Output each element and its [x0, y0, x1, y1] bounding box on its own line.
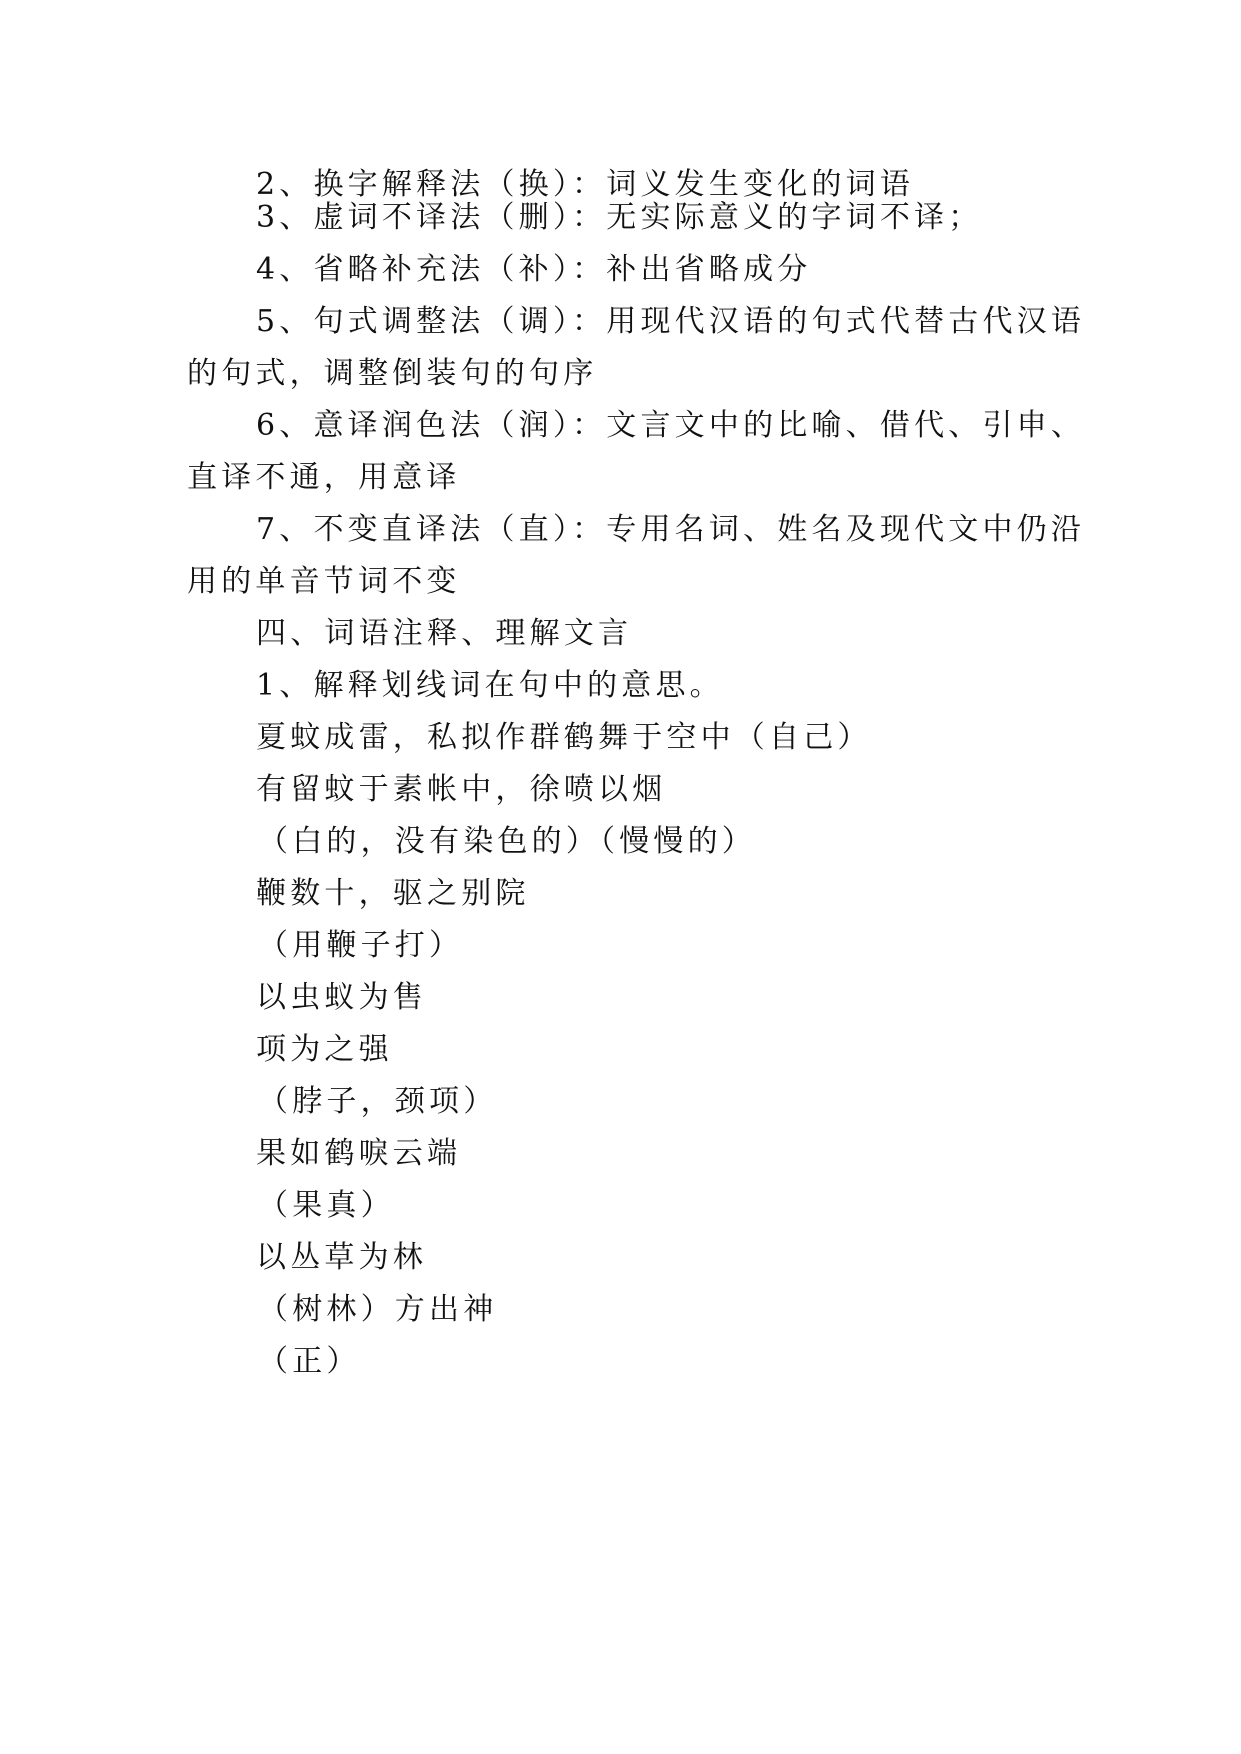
- paragraph-method-5: 5、句式调整法（调）：用现代汉语的句式代替古代汉语: [256, 304, 1086, 339]
- paragraph-method-7-continued: 用的单音节词不变: [187, 564, 461, 599]
- paragraph-method-3: 3、虚词不译法（删）：无实际意义的字词不译；: [256, 200, 983, 235]
- section-heading-word-notes: 四、词语注释、理解文言: [256, 616, 633, 651]
- example-answer: （用鞭子打）: [258, 928, 464, 963]
- example-sentence: 夏蚊成雷，私拟作群鹤舞于空中（自己）: [256, 720, 872, 755]
- example-answer: （果真）: [258, 1188, 395, 1223]
- example-sentence: 以丛草为林: [256, 1240, 427, 1275]
- question-heading: 1、解释划线词在句中的意思。: [256, 668, 724, 703]
- example-sentence: 项为之强: [256, 1032, 393, 1067]
- example-answer: （树林）方出神: [258, 1292, 498, 1327]
- example-answer: （脖子，颈项）: [258, 1084, 498, 1119]
- paragraph-method-2: 2、换字解释法（换）：词义发生变化的词语: [256, 167, 915, 202]
- paragraph-method-4: 4、省略补充法（补）：补出省略成分: [256, 252, 812, 287]
- example-sentence: 果如鹤唳云端: [256, 1136, 462, 1171]
- example-sentence: 以虫蚁为售: [256, 980, 427, 1015]
- example-sentence: 有留蚊于素帐中，徐喷以烟: [256, 772, 667, 807]
- paragraph-method-5-continued: 的句式，调整倒装句的句序: [187, 356, 598, 391]
- example-answer: （正）: [258, 1344, 361, 1379]
- example-sentence: 鞭数十，驱之别院: [256, 876, 530, 911]
- paragraph-method-7: 7、不变直译法（直）：专用名词、姓名及现代文中仍沿: [256, 512, 1086, 547]
- example-answer: （白的，没有染色的）（慢慢的）: [258, 824, 756, 859]
- paragraph-method-6: 6、意译润色法（润）：文言文中的比喻、借代、引申、: [256, 408, 1086, 443]
- paragraph-method-6-continued: 直译不通，用意译: [187, 460, 461, 495]
